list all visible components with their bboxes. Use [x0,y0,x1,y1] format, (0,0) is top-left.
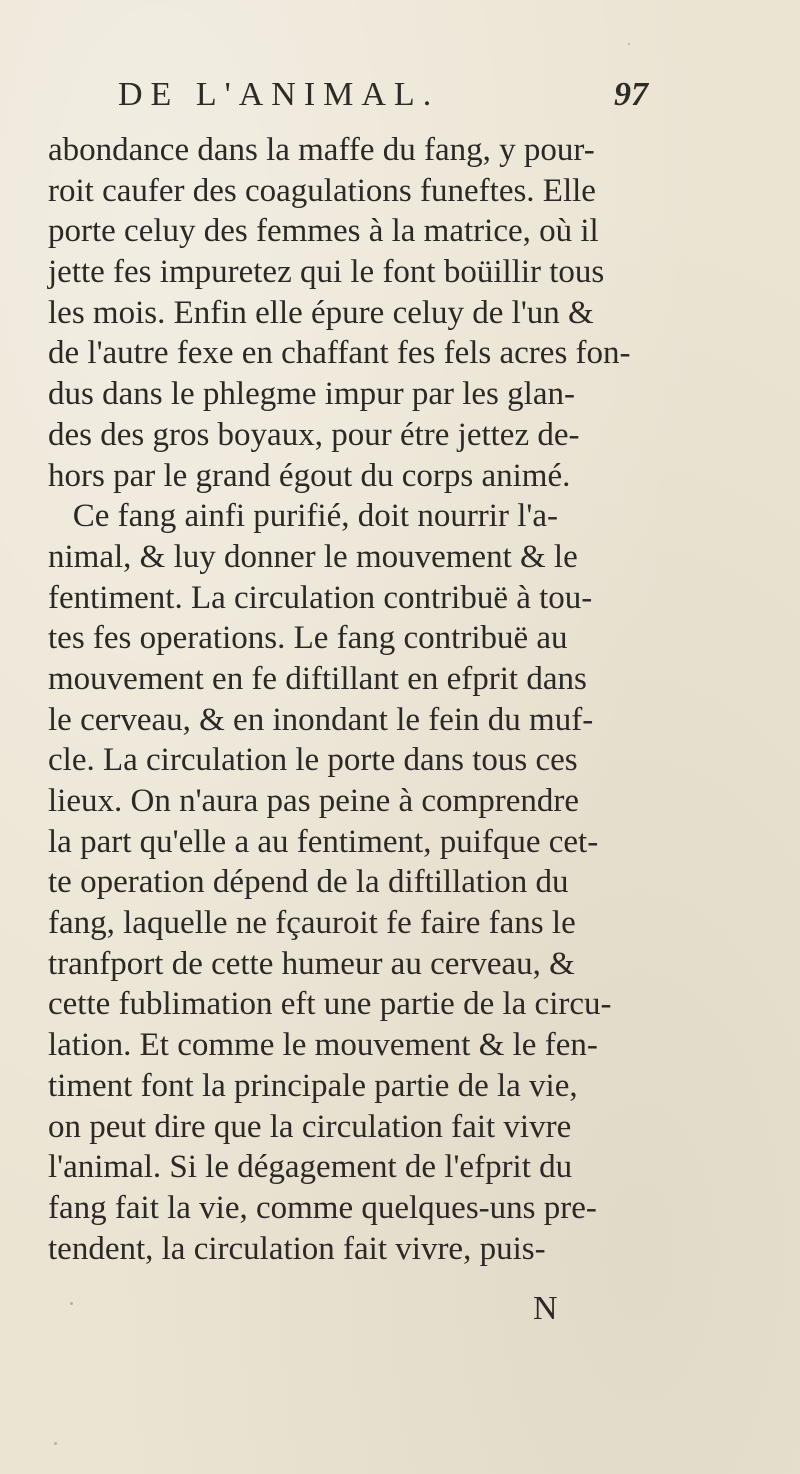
running-head [118,76,648,126]
text-line: fang fait la vie, comme quelques-uns pre- [48,1189,597,1226]
paper-speck [322,1053,324,1055]
text-line: la part qu'elle a au fentiment, puifque cet- [48,823,599,860]
text-line: jette fes impuretez qui le font boüillir tous [48,254,605,291]
body-text [48,130,768,1269]
text-line: fang, laquelle ne fçauroit fe faire fans le [48,905,576,942]
text-line: timent font la principale partie de la vie, [48,1067,578,1104]
text-line: te operation dépend de la diftillation du [48,864,569,901]
text-line: lieux. On n'aura pas peine à comprendre [48,783,579,819]
page-number: 97 [614,76,648,113]
paper-speck [54,1442,57,1445]
running-head-title: DE L'ANIMAL. [118,76,440,113]
text-line: le cerveau, & en inondant le fein du muf- [48,701,594,738]
text-line: roit caufer des coagulations funeftes. Elle [48,172,596,209]
text-line: tes fes operations. Le fang contribuë au [48,620,568,657]
text-line: des des gros boyaux, pour étre jettez de- [48,416,580,453]
text-line: de l'autre fexe en chaffant fes fels acres fon- [48,335,631,372]
text-line: Ce fang ainfi purifié, doit nourrir l'a- [48,498,558,535]
text-line: nimal, & luy donner le mouvement & le [48,538,578,575]
text-line: tranfport de cette humeur au cerveau, & [48,945,575,982]
text-line: hors par le grand égout du corps animé. [48,457,571,494]
text-line: mouvement en fe diftillant en efprit dans [48,660,587,697]
catchword: N [533,1290,558,1327]
text-line: cette fublimation eft une partie de la circu- [48,986,612,1023]
text-line: tendent, la circulation fait vivre, puis- [48,1230,546,1267]
text-line: dus dans le phlegme impur par les glan- [48,376,575,413]
text-line: porte celuy des femmes à la matrice, où il [48,213,599,250]
text-line: abondance dans la maffe du fang, y pour- [48,132,595,168]
text-line: lation. Et comme le mouvement & le fen- [48,1027,598,1064]
text-line: cle. La circulation le porte dans tous ces [48,742,578,779]
paper-speck [628,43,630,45]
text-line: on peut dire que la circulation fait vivre [48,1108,572,1145]
paper-speck [70,1302,73,1305]
text-line: fentiment. La circulation contribuë à tou- [48,579,593,616]
text-line: les mois. Enfin elle épure celuy de l'un & [48,294,594,331]
text-line: l'animal. Si le dégagement de l'efprit du [48,1149,573,1186]
